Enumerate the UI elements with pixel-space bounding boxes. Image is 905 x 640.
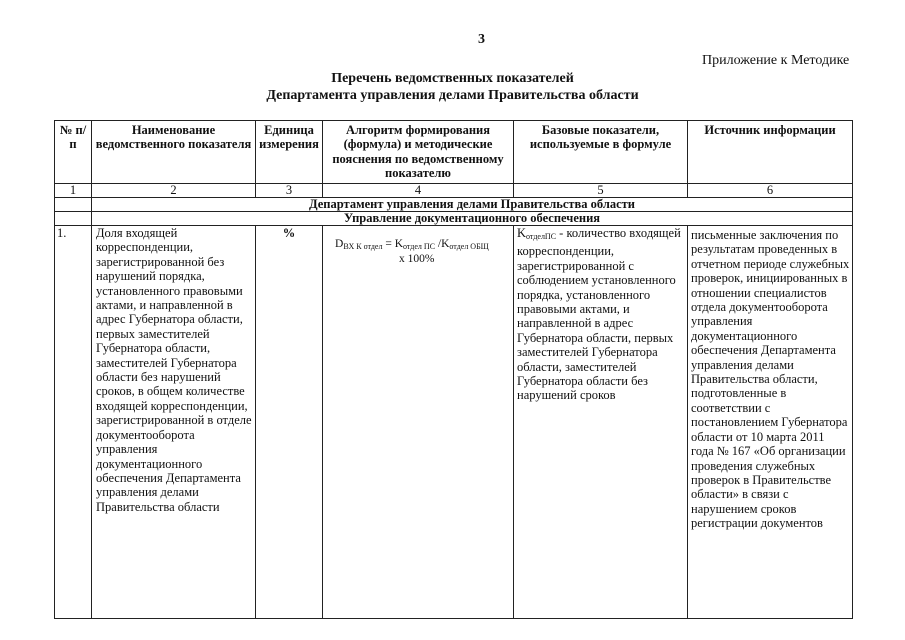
formula-d-subscript: ВХ К отдел — [343, 242, 383, 251]
column-number: 6 — [688, 184, 853, 198]
blank-cell — [55, 212, 92, 226]
information-source: письменные заключения по результатам проведенных в отчетном периоде служебных проверок, инициированных в отношении специалистов отдела документооборота управления документационного обеспечения Департамента управления делами Правительства области, подготовленные в соответствии с постановлением Губернатора области от 10 марта 2011 года № 167 «Об организации проведения служебных проверок в Правительстве области» в связи с нарушением сроков регистрации документов — [688, 226, 853, 619]
table-header-row — [55, 121, 853, 184]
appendix-label: Приложение к Методике — [702, 53, 850, 68]
formula-equals-k: = K — [382, 238, 404, 250]
department-row — [55, 198, 853, 212]
indicator-unit: % — [256, 226, 323, 619]
header-source: Источник информации — [688, 121, 853, 184]
base-description: - количество входящей корреспонденции, зарегистрированной с соблюдением установленного порядка, установленного правовыми актами, и направленной в адрес Губернатора области, первых заместителей Губернатора области, заместителей Губернатора области без нарушений сроков — [517, 226, 681, 403]
formula-divide-k: /K — [435, 238, 450, 250]
base-k-subscript: отделПС — [526, 232, 557, 241]
column-number: 4 — [323, 184, 514, 198]
table-row — [55, 226, 853, 619]
subdivision-heading: Управление документационного обеспечения — [92, 212, 853, 226]
formula-multiplier: x 100% — [399, 253, 435, 265]
document-title-line2: Департамента управления делами Правительства области — [266, 88, 639, 103]
indicator-name: Доля входящей корреспонденции, зарегистрированной без нарушений порядка, установленного правовыми актами, и направленной в адрес Губернатора области, первых заместителей Губернатора области, заместителей Губернатора области без нарушений сроков, в общем количестве входящей корреспонденции, зарегистрированной в отделе документооборота управления документационного обеспечения Департамента управления делами Правительства области — [92, 226, 256, 619]
base-k: K — [517, 226, 527, 240]
row-number: 1. — [55, 226, 92, 619]
column-number: 5 — [514, 184, 688, 198]
column-number: 3 — [256, 184, 323, 198]
formula-k1-subscript: отдел ПС — [403, 242, 436, 251]
column-number-row — [55, 184, 853, 198]
header-number: № п/п — [55, 121, 92, 184]
header-base-indicators: Базовые показатели, используемые в формуле — [514, 121, 688, 184]
blank-cell — [55, 198, 92, 212]
indicator-formula — [323, 226, 514, 619]
column-number: 2 — [92, 184, 256, 198]
column-number: 1 — [55, 184, 92, 198]
document-title-line1: Перечень ведомственных показателей — [331, 71, 574, 86]
formula-d: D — [335, 238, 344, 250]
department-heading: Департамент управления делами Правительства области — [92, 198, 853, 212]
page-number: 3 — [478, 32, 485, 47]
subdivision-row — [55, 212, 853, 226]
base-indicators — [514, 226, 688, 619]
header-indicator-name: Наименование ведомственного показателя — [92, 121, 256, 184]
header-unit: Единица измерения — [256, 121, 323, 184]
formula-k2-subscript: отдел ОБЩ — [449, 242, 489, 251]
indicators-table — [54, 120, 853, 619]
header-algorithm: Алгоритм формирования (формула) и методические пояснения по ведомственному показателю — [323, 121, 514, 184]
